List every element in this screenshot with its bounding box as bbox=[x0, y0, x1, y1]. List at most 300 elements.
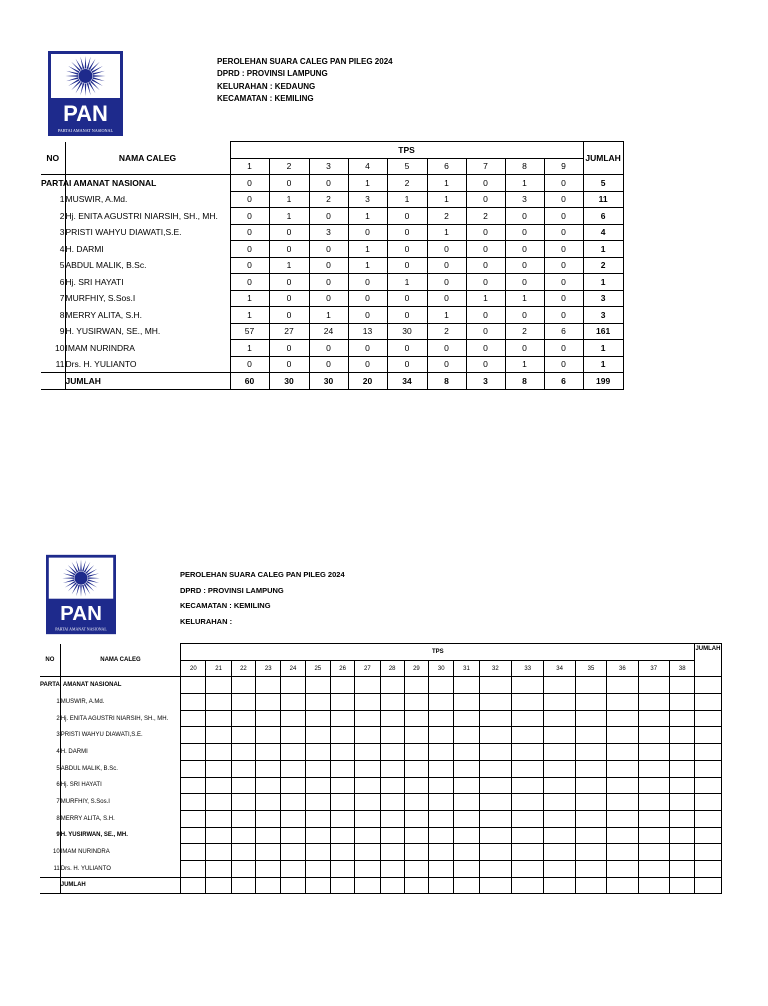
candidate-total-cell: 2 bbox=[583, 257, 623, 274]
candidate-name: PRISTI WAHYU DIAWATI,S.E. bbox=[60, 727, 180, 744]
tps-number: 29 bbox=[404, 660, 428, 677]
candidate-vote-cell bbox=[638, 760, 669, 777]
candidate-total-cell: 1 bbox=[583, 340, 623, 357]
candidate-no: 4 bbox=[59, 243, 65, 254]
candidate-no: 2 bbox=[59, 210, 65, 221]
candidate-vote-cell: 2 bbox=[505, 323, 544, 340]
candidate-vote-cell bbox=[305, 710, 330, 727]
candidate-name: H. DARMI bbox=[60, 744, 180, 761]
party-name: PARTAI AMANAT NASIONAL bbox=[41, 178, 157, 188]
candidate-vote-cell: 0 bbox=[387, 356, 427, 373]
candidate-vote-cell bbox=[575, 760, 606, 777]
party-vote-cell bbox=[206, 677, 231, 694]
candidate-vote-cell bbox=[206, 777, 231, 794]
candidate-vote-cell: 0 bbox=[544, 340, 583, 357]
candidate-vote-cell bbox=[206, 844, 231, 861]
candidate-row bbox=[41, 208, 623, 225]
candidate-vote-cell bbox=[305, 777, 330, 794]
candidate-vote-cell: 24 bbox=[309, 323, 348, 340]
party-vote-cell: 0 bbox=[466, 175, 505, 192]
candidate-vote-cell bbox=[256, 860, 281, 877]
party-vote-cell bbox=[330, 677, 354, 694]
candidate-vote-cell bbox=[305, 727, 330, 744]
candidate-vote-cell bbox=[669, 760, 695, 777]
jumlah-vote-cell bbox=[479, 877, 511, 894]
party-total-cell bbox=[695, 677, 722, 694]
candidate-vote-cell: 0 bbox=[466, 356, 505, 373]
candidate-vote-cell bbox=[181, 827, 206, 844]
candidate-vote-cell bbox=[181, 760, 206, 777]
header-kelurahan: KELURAHAN : bbox=[180, 616, 233, 626]
candidate-vote-cell: 0 bbox=[309, 340, 348, 357]
tps-number: 23 bbox=[256, 660, 281, 677]
candidate-row bbox=[40, 844, 722, 861]
candidate-vote-cell bbox=[181, 694, 206, 711]
candidate-vote-cell bbox=[607, 694, 638, 711]
candidate-name: MUSWIR, A.Md. bbox=[60, 694, 180, 711]
candidate-vote-cell bbox=[544, 727, 575, 744]
jumlah-vote-cell bbox=[404, 877, 428, 894]
party-vote-cell bbox=[355, 677, 380, 694]
candidate-name: Hj. SRI HAYATI bbox=[65, 274, 230, 291]
candidate-vote-cell bbox=[544, 844, 575, 861]
candidate-vote-cell: 2 bbox=[427, 323, 466, 340]
candidate-vote-cell: 0 bbox=[387, 307, 427, 324]
candidate-vote-cell bbox=[544, 810, 575, 827]
party-vote-cell bbox=[429, 677, 454, 694]
jumlah-no-cell bbox=[40, 877, 60, 894]
tps-number: 24 bbox=[281, 660, 305, 677]
candidate-vote-cell: 0 bbox=[505, 307, 544, 324]
candidate-total-cell bbox=[695, 777, 722, 794]
party-vote-cell bbox=[638, 677, 669, 694]
candidate-vote-cell: 0 bbox=[544, 307, 583, 324]
candidate-vote-cell: 0 bbox=[544, 356, 583, 373]
candidate-vote-cell bbox=[330, 827, 354, 844]
candidate-vote-cell bbox=[404, 760, 428, 777]
party-vote-cell: 0 bbox=[230, 175, 269, 192]
jumlah-vote-cell bbox=[355, 877, 380, 894]
candidate-vote-cell bbox=[380, 710, 404, 727]
candidate-vote-cell bbox=[669, 794, 695, 811]
candidate-vote-cell bbox=[512, 827, 544, 844]
candidate-vote-cell bbox=[544, 744, 575, 761]
vote-table-1 bbox=[41, 141, 624, 390]
tps-number: 32 bbox=[479, 660, 511, 677]
candidate-name: MERRY ALITA, S.H. bbox=[65, 307, 230, 324]
candidate-vote-cell bbox=[355, 844, 380, 861]
candidate-vote-cell: 2 bbox=[427, 208, 466, 225]
candidate-vote-cell bbox=[669, 810, 695, 827]
candidate-row bbox=[41, 274, 623, 291]
svg-text:PAN: PAN bbox=[60, 602, 102, 626]
candidate-vote-cell bbox=[404, 777, 428, 794]
candidate-row bbox=[41, 191, 623, 208]
jumlah-vote-cell bbox=[429, 877, 454, 894]
candidate-vote-cell: 0 bbox=[269, 356, 309, 373]
jumlah-label: JUMLAH bbox=[60, 877, 180, 894]
candidate-vote-cell bbox=[305, 744, 330, 761]
candidate-vote-cell bbox=[454, 760, 479, 777]
candidate-vote-cell bbox=[181, 844, 206, 861]
tps-number: 35 bbox=[575, 660, 606, 677]
candidate-vote-cell bbox=[512, 794, 544, 811]
candidate-vote-cell bbox=[575, 844, 606, 861]
candidate-vote-cell bbox=[281, 844, 305, 861]
candidate-no: 7 bbox=[56, 799, 60, 806]
candidate-vote-cell bbox=[404, 744, 428, 761]
candidate-vote-cell bbox=[231, 860, 255, 877]
candidate-vote-cell bbox=[429, 744, 454, 761]
candidate-vote-cell bbox=[404, 710, 428, 727]
candidate-vote-cell: 0 bbox=[427, 257, 466, 274]
candidate-row bbox=[41, 257, 623, 274]
candidate-vote-cell: 0 bbox=[269, 307, 309, 324]
candidate-vote-cell bbox=[638, 777, 669, 794]
candidate-vote-cell bbox=[355, 760, 380, 777]
candidate-vote-cell: 0 bbox=[544, 241, 583, 258]
report-header-2 bbox=[180, 567, 345, 629]
candidate-vote-cell bbox=[206, 694, 231, 711]
candidate-vote-cell bbox=[256, 827, 281, 844]
candidate-vote-cell bbox=[669, 727, 695, 744]
jumlah-vote-cell: 30 bbox=[269, 373, 309, 390]
party-row bbox=[41, 175, 623, 192]
party-vote-cell: 2 bbox=[387, 175, 427, 192]
candidate-vote-cell bbox=[256, 744, 281, 761]
header-dprd: DPRD : PROVINSI LAMPUNG bbox=[217, 69, 328, 79]
candidate-row bbox=[40, 810, 722, 827]
party-vote-cell: 0 bbox=[269, 175, 309, 192]
candidate-name: ABDUL MALIK, B.Sc. bbox=[65, 257, 230, 274]
candidate-name: Hj. ENITA AGUSTRI NIARSIH, SH., MH. bbox=[60, 710, 180, 727]
candidate-name: PRISTI WAHYU DIAWATI,S.E. bbox=[65, 224, 230, 241]
candidate-total-cell: 6 bbox=[583, 208, 623, 225]
candidate-vote-cell bbox=[330, 810, 354, 827]
candidate-row bbox=[40, 794, 722, 811]
candidate-vote-cell bbox=[669, 777, 695, 794]
candidate-vote-cell bbox=[231, 694, 255, 711]
candidate-vote-cell bbox=[454, 777, 479, 794]
candidate-vote-cell bbox=[479, 694, 511, 711]
candidate-vote-cell: 0 bbox=[348, 224, 387, 241]
candidate-vote-cell: 0 bbox=[466, 323, 505, 340]
candidate-vote-cell: 0 bbox=[387, 224, 427, 241]
candidate-total-cell: 161 bbox=[583, 323, 623, 340]
candidate-vote-cell bbox=[479, 860, 511, 877]
candidate-vote-cell bbox=[206, 827, 231, 844]
candidate-vote-cell: 0 bbox=[387, 208, 427, 225]
candidate-vote-cell bbox=[281, 794, 305, 811]
candidate-vote-cell: 2 bbox=[309, 191, 348, 208]
candidate-vote-cell: 0 bbox=[505, 274, 544, 291]
candidate-no: 8 bbox=[59, 309, 65, 320]
col-header-no: NO bbox=[46, 152, 60, 163]
candidate-vote-cell bbox=[256, 777, 281, 794]
col-header-name: NAMA CALEG bbox=[60, 644, 180, 677]
candidate-vote-cell bbox=[380, 744, 404, 761]
candidate-name: ABDUL MALIK, B.Sc. bbox=[60, 760, 180, 777]
candidate-no: 5 bbox=[59, 260, 65, 271]
candidate-vote-cell bbox=[404, 844, 428, 861]
candidate-vote-cell bbox=[330, 760, 354, 777]
candidate-vote-cell: 0 bbox=[505, 224, 544, 241]
candidate-vote-cell: 0 bbox=[269, 241, 309, 258]
candidate-vote-cell bbox=[305, 760, 330, 777]
jumlah-vote-cell bbox=[181, 877, 206, 894]
candidate-vote-cell bbox=[355, 727, 380, 744]
candidate-total-cell bbox=[695, 844, 722, 861]
candidate-no: 6 bbox=[59, 276, 65, 287]
candidate-vote-cell: 3 bbox=[309, 224, 348, 241]
candidate-name: MERRY ALITA, S.H. bbox=[60, 810, 180, 827]
candidate-vote-cell: 0 bbox=[230, 274, 269, 291]
tps-number: 6 bbox=[427, 158, 466, 175]
candidate-vote-cell bbox=[380, 860, 404, 877]
col-header-name: NAMA CALEG bbox=[65, 142, 230, 175]
col-header-tps: TPS bbox=[181, 644, 695, 661]
jumlah-vote-cell bbox=[305, 877, 330, 894]
candidate-no: 4 bbox=[56, 748, 60, 755]
candidate-vote-cell: 1 bbox=[230, 307, 269, 324]
candidate-row bbox=[41, 290, 623, 307]
candidate-vote-cell bbox=[181, 794, 206, 811]
candidate-vote-cell bbox=[638, 860, 669, 877]
candidate-row bbox=[40, 727, 722, 744]
candidate-vote-cell: 0 bbox=[466, 274, 505, 291]
candidate-no: 6 bbox=[56, 782, 60, 789]
candidate-vote-cell bbox=[206, 810, 231, 827]
candidate-vote-cell bbox=[512, 727, 544, 744]
candidate-vote-cell bbox=[380, 727, 404, 744]
candidate-vote-cell bbox=[231, 777, 255, 794]
candidate-vote-cell bbox=[181, 810, 206, 827]
candidate-vote-cell bbox=[355, 794, 380, 811]
candidate-vote-cell: 0 bbox=[309, 356, 348, 373]
party-vote-cell bbox=[512, 677, 544, 694]
candidate-vote-cell: 0 bbox=[269, 340, 309, 357]
candidate-vote-cell bbox=[607, 727, 638, 744]
candidate-vote-cell bbox=[256, 710, 281, 727]
candidate-vote-cell bbox=[181, 710, 206, 727]
jumlah-vote-cell bbox=[575, 877, 606, 894]
candidate-vote-cell bbox=[638, 844, 669, 861]
col-header-no: NO bbox=[45, 656, 55, 663]
candidate-vote-cell: 0 bbox=[230, 191, 269, 208]
candidate-vote-cell bbox=[479, 777, 511, 794]
candidate-vote-cell bbox=[429, 760, 454, 777]
candidate-row bbox=[40, 744, 722, 761]
candidate-vote-cell: 0 bbox=[230, 208, 269, 225]
candidate-vote-cell bbox=[669, 694, 695, 711]
candidate-vote-cell bbox=[544, 760, 575, 777]
candidate-vote-cell: 0 bbox=[505, 208, 544, 225]
candidate-vote-cell bbox=[429, 827, 454, 844]
candidate-vote-cell bbox=[256, 727, 281, 744]
candidate-vote-cell bbox=[355, 777, 380, 794]
candidate-no: 5 bbox=[56, 765, 60, 772]
candidate-vote-cell bbox=[380, 694, 404, 711]
candidate-vote-cell bbox=[404, 810, 428, 827]
candidate-vote-cell bbox=[638, 744, 669, 761]
party-vote-cell bbox=[575, 677, 606, 694]
candidate-vote-cell bbox=[231, 710, 255, 727]
candidate-vote-cell: 1 bbox=[348, 208, 387, 225]
candidate-name: Hj. ENITA AGUSTRI NIARSIH, SH., MH. bbox=[65, 208, 230, 225]
pan-logo-2 bbox=[46, 551, 116, 638]
jumlah-vote-cell bbox=[330, 877, 354, 894]
header-title: PEROLEHAN SUARA CALEG PAN PILEG 2024 bbox=[217, 57, 393, 66]
candidate-vote-cell bbox=[281, 760, 305, 777]
tps-number: 38 bbox=[669, 660, 695, 677]
party-vote-cell bbox=[479, 677, 511, 694]
candidate-vote-cell bbox=[638, 710, 669, 727]
candidate-vote-cell bbox=[479, 794, 511, 811]
jumlah-vote-cell bbox=[669, 877, 695, 894]
pan-sun-logo-icon bbox=[48, 51, 123, 136]
party-name: PARTAI AMANAT NASIONAL bbox=[40, 682, 122, 689]
candidate-vote-cell bbox=[479, 727, 511, 744]
candidate-vote-cell bbox=[330, 694, 354, 711]
candidate-total-cell bbox=[695, 860, 722, 877]
candidate-vote-cell bbox=[454, 794, 479, 811]
candidate-vote-cell bbox=[479, 844, 511, 861]
candidate-vote-cell: 0 bbox=[309, 241, 348, 258]
candidate-vote-cell: 0 bbox=[427, 356, 466, 373]
candidate-vote-cell bbox=[669, 844, 695, 861]
col-header-jumlah: JUMLAH bbox=[695, 644, 722, 677]
jumlah-vote-cell bbox=[544, 877, 575, 894]
tps-number: 36 bbox=[607, 660, 638, 677]
tps-number: 37 bbox=[638, 660, 669, 677]
jumlah-vote-cell: 60 bbox=[230, 373, 269, 390]
tps-number: 22 bbox=[231, 660, 255, 677]
candidate-vote-cell: 0 bbox=[230, 257, 269, 274]
candidate-vote-cell bbox=[429, 860, 454, 877]
candidate-vote-cell: 27 bbox=[269, 323, 309, 340]
jumlah-vote-cell bbox=[380, 877, 404, 894]
candidate-total-cell bbox=[695, 810, 722, 827]
candidate-vote-cell: 0 bbox=[348, 356, 387, 373]
candidate-vote-cell bbox=[454, 727, 479, 744]
party-total-cell: 5 bbox=[583, 175, 623, 192]
candidate-vote-cell bbox=[512, 744, 544, 761]
candidate-vote-cell bbox=[669, 744, 695, 761]
candidate-vote-cell: 0 bbox=[544, 274, 583, 291]
candidate-vote-cell: 0 bbox=[544, 208, 583, 225]
jumlah-vote-cell bbox=[206, 877, 231, 894]
candidate-vote-cell bbox=[281, 710, 305, 727]
candidate-vote-cell bbox=[607, 844, 638, 861]
candidate-no: 3 bbox=[59, 227, 65, 238]
candidate-vote-cell bbox=[479, 760, 511, 777]
tps-number: 9 bbox=[544, 158, 583, 175]
candidate-vote-cell bbox=[669, 827, 695, 844]
candidate-vote-cell: 1 bbox=[269, 208, 309, 225]
candidate-vote-cell: 0 bbox=[387, 340, 427, 357]
candidate-vote-cell: 0 bbox=[544, 191, 583, 208]
candidate-total-cell bbox=[695, 710, 722, 727]
candidate-vote-cell bbox=[404, 694, 428, 711]
candidate-row bbox=[40, 710, 722, 727]
candidate-vote-cell bbox=[479, 810, 511, 827]
candidate-vote-cell: 0 bbox=[505, 241, 544, 258]
candidate-vote-cell bbox=[380, 777, 404, 794]
report-header-1 bbox=[217, 56, 393, 105]
party-vote-cell: 1 bbox=[427, 175, 466, 192]
candidate-vote-cell bbox=[575, 827, 606, 844]
candidate-vote-cell: 0 bbox=[348, 274, 387, 291]
party-vote-cell: 1 bbox=[505, 175, 544, 192]
candidate-vote-cell bbox=[607, 760, 638, 777]
candidate-vote-cell bbox=[575, 710, 606, 727]
tps-number: 20 bbox=[181, 660, 206, 677]
candidate-vote-cell bbox=[305, 810, 330, 827]
candidate-vote-cell: 1 bbox=[505, 290, 544, 307]
candidate-total-cell bbox=[695, 827, 722, 844]
header-kelurahan: KELURAHAN : KEDAUNG bbox=[217, 81, 316, 91]
candidate-vote-cell: 0 bbox=[466, 241, 505, 258]
candidate-vote-cell bbox=[669, 710, 695, 727]
candidate-vote-cell bbox=[607, 710, 638, 727]
candidate-vote-cell bbox=[330, 794, 354, 811]
candidate-vote-cell bbox=[281, 694, 305, 711]
candidate-row bbox=[40, 760, 722, 777]
candidate-total-cell: 4 bbox=[583, 224, 623, 241]
candidate-vote-cell bbox=[355, 744, 380, 761]
candidate-vote-cell bbox=[575, 744, 606, 761]
candidate-vote-cell: 1 bbox=[348, 257, 387, 274]
candidate-vote-cell bbox=[330, 744, 354, 761]
candidate-vote-cell: 0 bbox=[427, 274, 466, 291]
jumlah-vote-cell: 8 bbox=[427, 373, 466, 390]
candidate-vote-cell bbox=[429, 844, 454, 861]
candidate-name: H. DARMI bbox=[65, 241, 230, 258]
candidate-vote-cell bbox=[404, 860, 428, 877]
tps-number: 34 bbox=[544, 660, 575, 677]
jumlah-vote-cell: 3 bbox=[466, 373, 505, 390]
candidate-vote-cell: 1 bbox=[348, 241, 387, 258]
candidate-vote-cell: 0 bbox=[230, 241, 269, 258]
candidate-no: 11 bbox=[55, 359, 65, 369]
candidate-vote-cell bbox=[454, 827, 479, 844]
tps-number: 2 bbox=[269, 158, 309, 175]
candidate-vote-cell: 0 bbox=[544, 224, 583, 241]
candidate-vote-cell: 0 bbox=[505, 340, 544, 357]
candidate-vote-cell bbox=[669, 860, 695, 877]
candidate-vote-cell bbox=[305, 794, 330, 811]
pan-sun-logo-icon bbox=[46, 551, 116, 638]
candidate-vote-cell bbox=[355, 694, 380, 711]
tps-number: 30 bbox=[429, 660, 454, 677]
candidate-name: IMAM NURINDRA bbox=[60, 844, 180, 861]
jumlah-vote-cell: 6 bbox=[544, 373, 583, 390]
candidate-vote-cell bbox=[607, 827, 638, 844]
candidate-row bbox=[41, 241, 623, 258]
tps-number: 5 bbox=[387, 158, 427, 175]
candidate-vote-cell: 0 bbox=[269, 290, 309, 307]
candidate-no: 8 bbox=[56, 815, 60, 822]
candidate-name: Drs. H. YULIANTO bbox=[60, 860, 180, 877]
candidate-no: 10 bbox=[53, 849, 60, 856]
candidate-vote-cell bbox=[206, 860, 231, 877]
tps-number: 27 bbox=[355, 660, 380, 677]
party-vote-cell: 1 bbox=[348, 175, 387, 192]
candidate-vote-cell bbox=[330, 844, 354, 861]
candidate-vote-cell bbox=[380, 844, 404, 861]
tps-number: 4 bbox=[348, 158, 387, 175]
candidate-total-cell bbox=[695, 727, 722, 744]
